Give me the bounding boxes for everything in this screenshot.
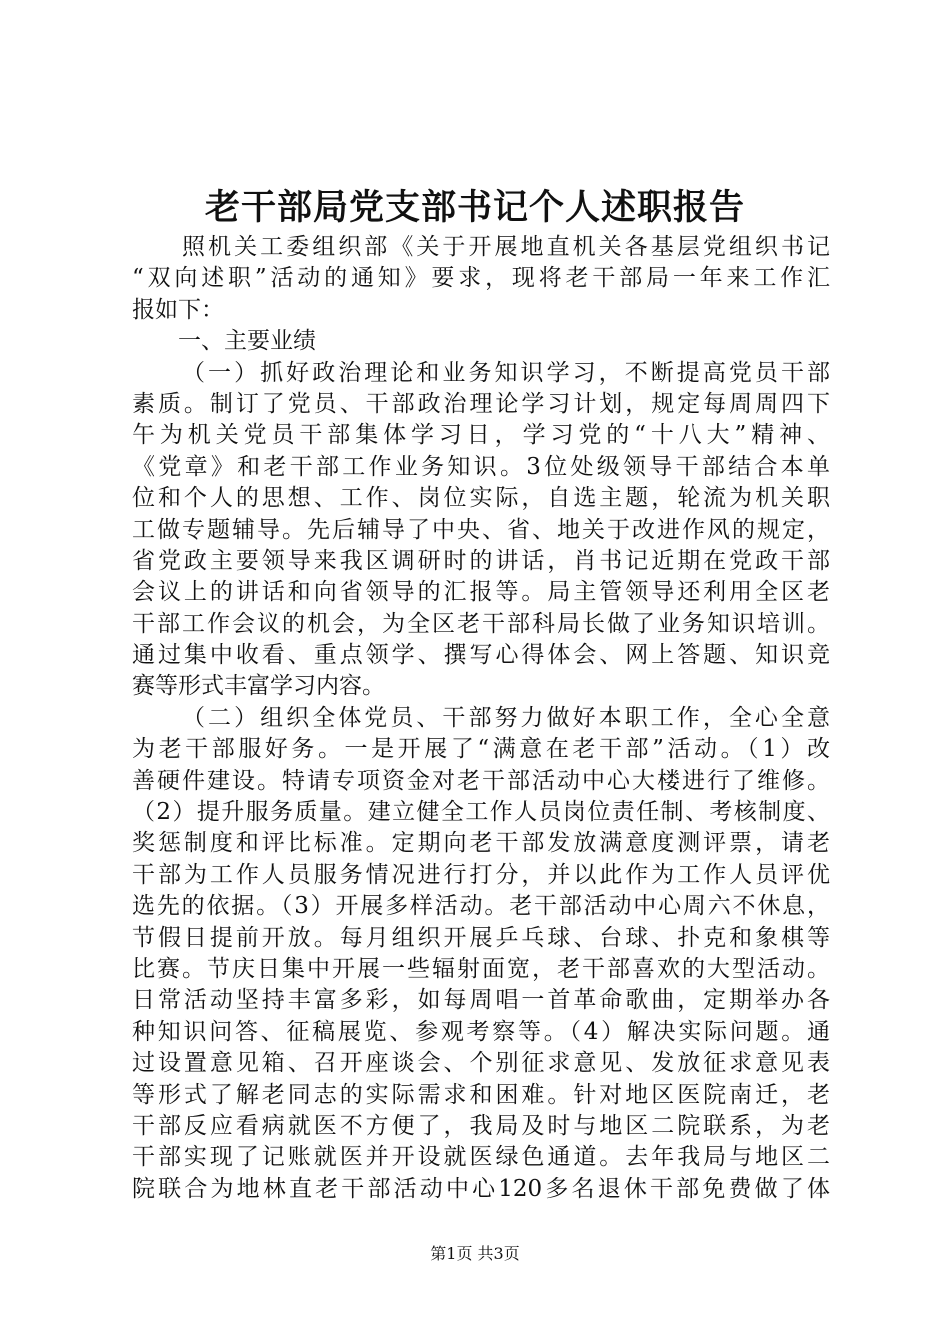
document-title: 老干部局党支部书记个人述职报告 <box>204 187 745 228</box>
body-line: 照机关工委组织部《关于开展地直机关各基层党组织书记 <box>182 234 830 260</box>
body-line: 干部反应看病就医不方便了，我局及时与地区二院联系，为老 <box>132 1112 830 1139</box>
body-line: 工做专题辅导。先后辅导了中央、省、地关于改进作风的规定， <box>132 516 830 543</box>
body-line: 省党政主要领导来我区调研时的讲话，肖书记近期在党政干部 <box>132 547 830 574</box>
body-line: 《党章》和老干部工作业务知识。3位处级领导干部结合本单 <box>132 453 830 480</box>
body-line: 种知识问答、征稿展览、参观考察等。（4）解决实际问题。通 <box>132 1018 830 1045</box>
body-line: 等形式了解老同志的实际需求和困难。针对地区医院南迁，老 <box>132 1081 830 1108</box>
body-line: （2）提升服务质量。建立健全工作人员岗位责任制、考核制度、 <box>132 799 830 826</box>
body-line: 选先的依据。（3）开展多样活动。老干部活动中心周六不休息， <box>132 893 830 920</box>
body-line: 日常活动坚持丰富多彩，如每周唱一首革命歌曲，定期举办各 <box>132 987 830 1014</box>
section-heading: 一、主要业绩 <box>178 328 316 355</box>
document-body <box>132 232 830 1205</box>
body-line: 报如下： <box>132 296 224 323</box>
body-line: 位和个人的思想、工作、岗位实际，自选主题，轮流为机关职 <box>132 485 830 512</box>
body-line: “双向述职”活动的通知》要求，现将老干部局一年来工作汇 <box>132 265 830 292</box>
body-line: 善硬件建设。特请专项资金对老干部活动中心大楼进行了维修。 <box>132 767 830 794</box>
body-line: （一）抓好政治理论和业务知识学习，不断提高党员干部 <box>182 359 830 386</box>
body-line: 通过集中收看、重点领学、撰写心得体会、网上答题、知识竞 <box>132 642 830 669</box>
body-line: 节假日提前开放。每月组织开展乒乓球、台球、扑克和象棋等 <box>132 924 830 951</box>
body-line: 比赛。节庆日集中开展一些辐射面宽，老干部喜欢的大型活动。 <box>132 955 830 982</box>
body-line: 赛等形式丰富学习内容。 <box>132 673 385 700</box>
page-number: 第1页 共3页 <box>430 1244 520 1263</box>
body-line: 干部工作会议的机会，为全区老干部科局长做了业务知识培训。 <box>132 610 830 637</box>
body-line: 干部实现了记账就医并开设就医绿色通道。去年我局与地区二 <box>132 1144 830 1171</box>
body-line: 奖惩制度和评比标准。定期向老干部发放满意度测评票，请老 <box>132 830 830 857</box>
body-line: （二）组织全体党员、干部努力做好本职工作，全心全意 <box>182 704 830 731</box>
body-line: 午为机关党员干部集体学习日，学习党的“十八大”精神、 <box>132 422 830 449</box>
body-line: 院联合为地林直老干部活动中心120多名退休干部免费做了体 <box>132 1175 830 1202</box>
body-line: 会议上的讲话和向省领导的汇报等。局主管领导还利用全区老 <box>132 579 830 606</box>
body-line: 干部为工作人员服务情况进行打分，并以此作为工作人员评优 <box>132 861 830 888</box>
body-line: 过设置意见箱、召开座谈会、个别征求意见、发放征求意见表 <box>132 1050 830 1077</box>
body-line: 为老干部服好务。一是开展了“满意在老干部”活动。（1）改 <box>132 736 830 763</box>
body-line: 素质。制订了党员、干部政治理论学习计划，规定每周周四下 <box>132 390 830 417</box>
